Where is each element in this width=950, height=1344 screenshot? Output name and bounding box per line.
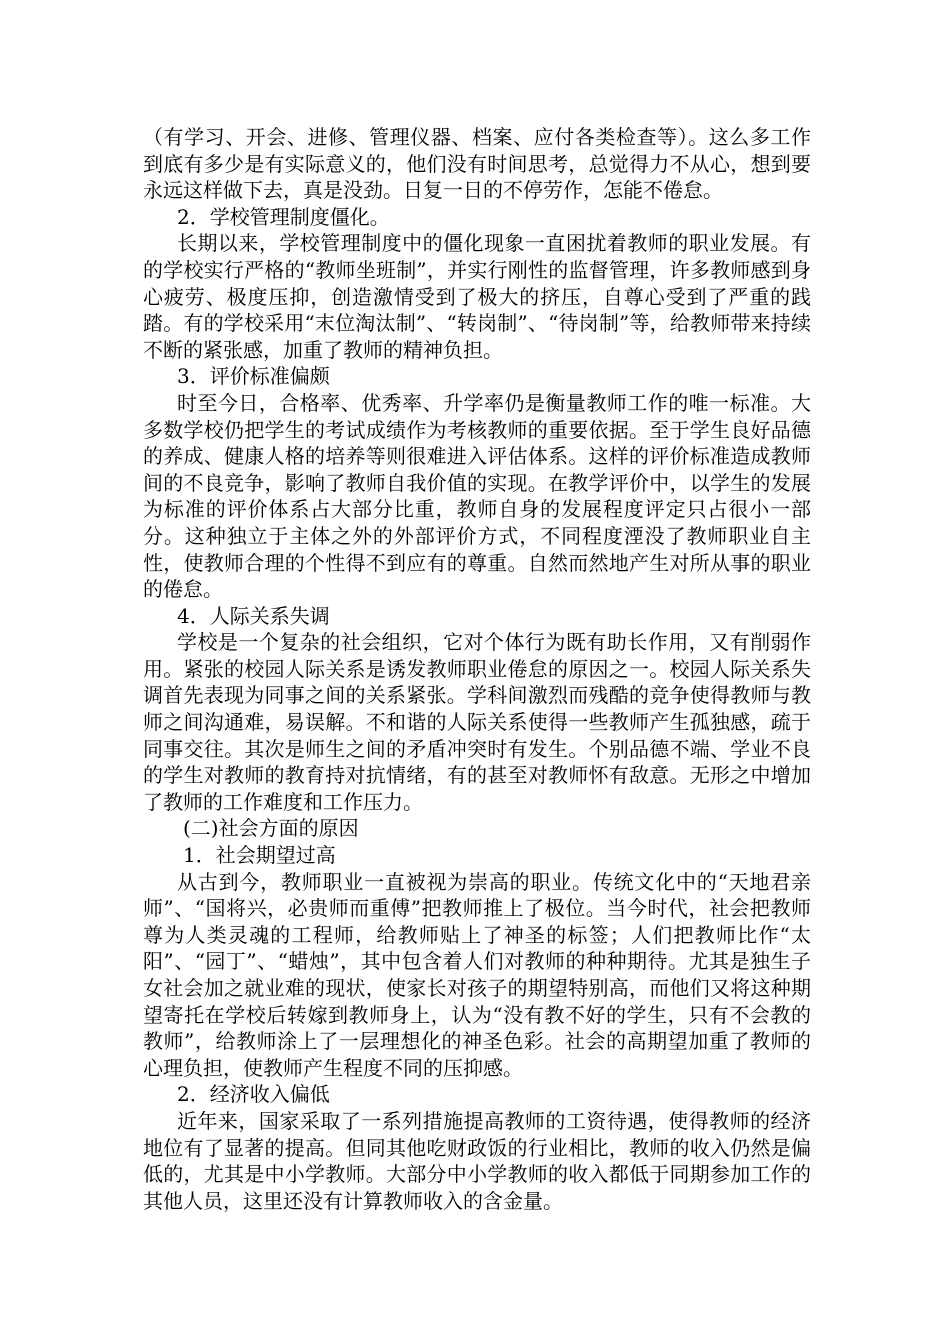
paragraph-income: 近年来，国家采取了一系列措施提高教师的工资待遇，使得教师的经济地位有了显著的提高。但同其他吃财政饭的行业相比，教师的收入仍然是偏低的，尤其是中小学教师。大部分中小学教师的收入都低于同期参加工作的其他人员，这里还没有计算教师收入的含金量。 [143, 1108, 811, 1213]
heading-relationships: 4．人际关系失调 [177, 603, 330, 628]
document-page [143, 124, 811, 1214]
paragraph-expectations: 从古到今，教师职业一直被视为崇高的职业。传统文化中的“天地君亲师”、“国将兴，必贵师而重傅”把教师推上了极位。当今时代，社会把教师尊为人类灵魂的工程师，给教师贴上了神圣的标签；人们把教师比作“太阳”、“园丁”、“蜡烛”，其中包含着人们对教师的种种期待。尤其是独生子女社会加之就业难的现状，使家长对孩子的期望特别高，而他们又将这种期望寄托在学校后转嫁到教师身上，认为“没有教不好的学生，只有不会教的教师”，给教师涂上了一层理想化的神圣色彩。社会的高期望加重了教师的心理负担，使教师产生程度不同的压抑感。 [143, 869, 811, 1080]
paragraph-workload: （有学习、开会、进修、管理仪器、档案、应付各类检查等）。这么多工作到底有多少是有实际意义的，他们没有时间思考，总觉得力不从心，想到要永远这样做下去，真是没劲。日复一日的不停劳作，怎能不倦怠。 [143, 125, 811, 203]
heading-management-rigid: 2．学校管理制度僵化。 [177, 204, 390, 229]
paragraph-evaluation: 时至今日，合格率、优秀率、升学率仍是衡量教师工作的唯一标准。大多数学校仍把学生的考试成绩作为考核教师的重要依据。至于学生良好品德的养成、健康人格的培养等则很难进入评估体系。这样的评价标准造成教师间的不良竞争，影响了教师自我价值的实现。在教学评价中，以学生的发展为标准的评价体系占大部分比重，教师自身的发展程度评定只占很小一部分。这种独立于主体之外的外部评价方式，不同程度湮没了教师职业自主性，使教师合理的个性得不到应有的尊重。自然而然地产生对所从事的职业的倦怠。 [143, 390, 811, 602]
heading-expectations: 1．社会期望过高 [183, 843, 336, 868]
paragraph-management: 长期以来，学校管理制度中的僵化现象一直困扰着教师的职业发展。有的学校实行严格的“教师坐班制”，并实行刚性的监督管理，许多教师感到身心疲劳、极度压抑，创造激情受到了极大的挤压，自尊心受到了严重的践踏。有的学校采用“末位淘汰制”、“转岗制”、“待岗制”等，给教师带来持续不断的紧张感，加重了教师的精神负担。 [143, 231, 811, 362]
heading-income: 2．经济收入偏低 [177, 1082, 330, 1107]
section-heading-social: (二)社会方面的原因 [183, 816, 359, 841]
heading-evaluation: 3．评价标准偏颇 [177, 364, 330, 389]
paragraph-relationships: 学校是一个复杂的社会组织，它对个体行为既有助长作用，又有削弱作用。紧张的校园人际关系是诱发教师职业倦怠的原因之一。校园人际关系失调首先表现为同事之间的关系紧张。学科间激烈而残酷的竞争使得教师与教师之间沟通难，易误解。不和谐的人际关系使得一些教师产生孤独感，疏于同事交往。其次是师生之间的矛盾冲突时有发生。个别品德不端、学业不良的学生对教师的教育持对抗情绪，有的甚至对教师怀有敌意。无形之中增加了教师的工作难度和工作压力。 [143, 630, 811, 814]
